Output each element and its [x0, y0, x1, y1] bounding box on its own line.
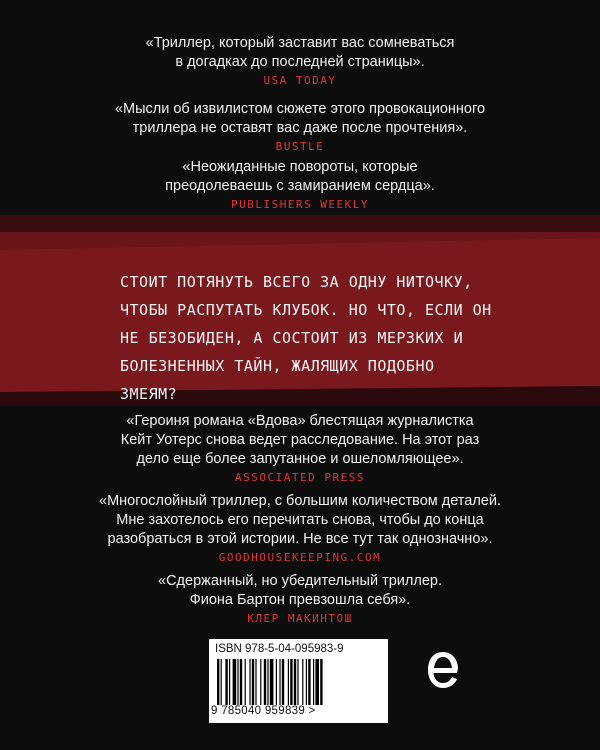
barcode-bar [264, 659, 266, 705]
quote-text: «Мысли об извилистом сюжете этого провокационного триллера не оставят вас даже после прочтения». [114, 101, 486, 136]
barcode-bars [217, 659, 381, 705]
barcode-bar [320, 659, 322, 705]
quote-bustle [40, 100, 560, 153]
barcode-bar [315, 659, 319, 705]
quote-text: «Неожиданные повороты, которые преодолеваешь с замиранием сердца». [165, 159, 435, 194]
barcode-bar [245, 659, 246, 705]
barcode-bar [308, 659, 310, 705]
barcode-bar [225, 659, 227, 705]
band-line: ЧТОБЫ РАСПУТАТЬ КЛУБОК. НО ЧТО, ЕСЛИ ОН [120, 301, 492, 319]
quote-source: ASSOCIATED PRESS [235, 471, 365, 484]
barcode-bar [276, 659, 277, 705]
quote-claire-mackintosh [40, 572, 560, 625]
quote-text: «Героиня романа «Вдова» блестящая журналистка Кейт Уотерс снова ведет расследование. На этот раз дело еще более запутанное и ошеломляющее». [120, 413, 480, 467]
quote-source: GOODHOUSEKEEPING.COM [218, 551, 382, 564]
barcode-bar [294, 659, 296, 705]
quote-source: USA TODAY [263, 74, 337, 87]
isbn-barcode [209, 639, 388, 723]
quote-usa-today [40, 34, 560, 87]
barcode-bar [237, 659, 238, 705]
band-line: НЕ БЕЗОБИДЕН, А СОСТОИТ ИЗ МЕРЗКИХ И [120, 329, 464, 347]
barcode-bar [233, 659, 237, 705]
barcode-bar [279, 659, 280, 705]
band-line: БОЛЕЗНЕННЫХ ТАЙН, ЖАЛЯЩИХ ПОДОБНО ЗМЕЯМ? [120, 357, 435, 403]
barcode-bar [229, 659, 230, 705]
barcode-bar [217, 659, 219, 705]
quote-source: КЛЕР МАКИНТОШ [247, 612, 353, 625]
quote-source: BUSTLE [275, 140, 325, 153]
quote-text: «Многослойный триллер, с большим количеством деталей. Мне захотелось его перечитать снова, чтобы до конца разобраться в этой истории. Не все тут так однозначно». [99, 493, 501, 547]
barcode-bar [249, 659, 250, 705]
band-text [120, 268, 500, 408]
barcode-bar [297, 659, 298, 705]
barcode-bar [267, 659, 268, 705]
barcode-bar [260, 659, 261, 705]
barcode-bar [313, 659, 314, 705]
barcode-bar [282, 659, 284, 705]
barcode-bar [240, 659, 242, 705]
barcode-bar [252, 659, 254, 705]
barcode-bar [255, 659, 256, 705]
barcode-bar [302, 659, 303, 705]
barcode-number: 9 785040 959839 > [211, 705, 316, 717]
quote-source: PUBLISHERS WEEKLY [230, 198, 370, 211]
barcode-bar [290, 659, 292, 705]
quote-publishers-weekly [40, 158, 560, 211]
quote-goodhousekeeping [40, 492, 560, 564]
barcode-bar [288, 659, 289, 705]
quote-text: «Сдержанный, но убедительный триллер. Фиона Бартон превзошла себя». [158, 573, 442, 608]
band-line: СТОИТ ПОТЯНУТЬ ВСЕГО ЗА ОДНУ НИТОЧКУ, [120, 273, 473, 291]
quote-text: «Триллер, который заставит вас сомневаться в догадках до последней страницы». [145, 35, 455, 70]
barcode-bar [221, 659, 222, 705]
publisher-logo-icon [425, 648, 461, 692]
barcode-bar [306, 659, 307, 705]
quote-associated-press [40, 412, 560, 484]
barcode-bar [270, 659, 274, 705]
isbn-text: ISBN 978-5-04-095983-9 [215, 643, 344, 655]
